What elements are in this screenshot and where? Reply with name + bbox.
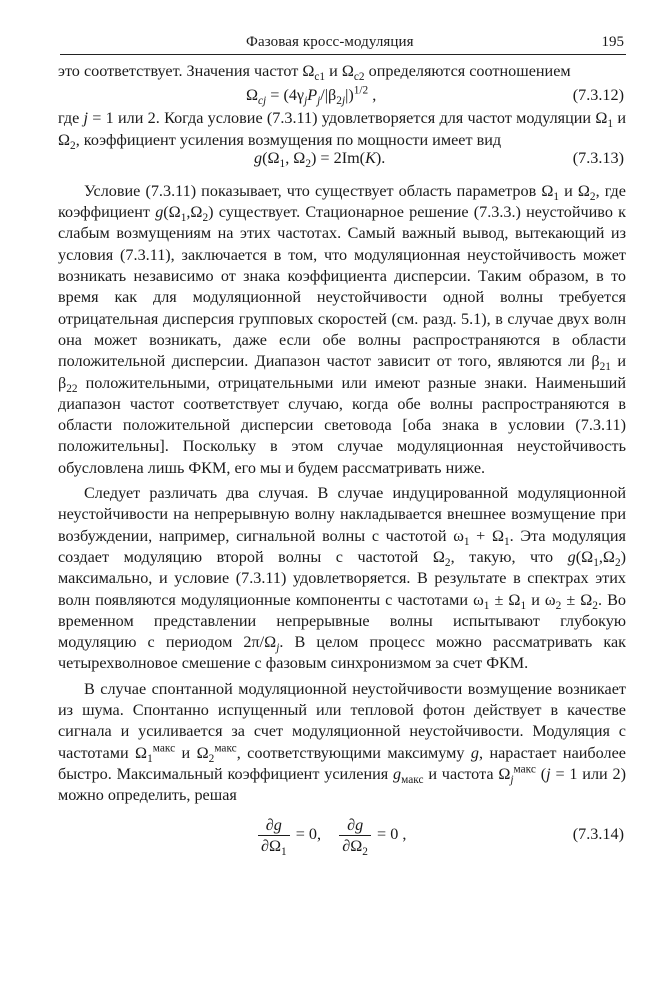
body-text (58, 61, 626, 867)
paragraph-1: это соответствует. Значения частот $\Omega_{c1}$ и $\Omega_{c2}$ определяются соотношением (58, 62, 571, 84)
equation-7-3-13: $g(\Omega_1$, $\Omega_2) = 2Im(K)$. (7.3.13) (58, 145, 626, 171)
equation-7-3-12: $\Omega_{cj} = (4\gamma_jP_j/|\beta_{2j}|)^{1/2}$ , (7.3.12) (58, 82, 626, 108)
equation-number: (7.3.12) (572, 86, 624, 105)
paragraph-2: где j = 1 или 2. Когда условие (7.3.11) удовлетворяется для частот модуляции $\Omega_1$ и $\Omega_2$, коэффициент усиления возмущения по мощности имеет вид (58, 109, 626, 152)
page-number: 195 (601, 34, 624, 50)
paragraph-3: Условие (7.3.11) показывает, что существует область параметров $\Omega_1$ и $\Omega_2$, где коэффициент $g(\Omega_1,\Omega_2)$ существует. Стационарное решение (7.3.3.) неустойчиво к слабым возмущениям на этих частотах. Самый важный вывод, вытекающий из условия (7.3.11), заключается в том, что модуляционная неустойчивость может возникать независимо от знака коэффициента дисперсии. Таким образом, в то время как для модуляционной неустойчивости одной волны требуется отрицательная дисперсия групповых скоростей (см. разд. 5.1), в случае двух волн она может возникать, даже если обе волны распространяются в области положительной дисперсии. Диапазон частот зависит от того, являются ли $\beta_{21}$ и $\beta_{22}$ положительными, отрицательными или имеют разные знаки. Наименьший диапазон частот соответствует случаю, когда обе волны распространяются в области положительной дисперсии световода [оба знака в условии (7.3.11) положительны]. Поскольку в этом случае модуляционная неустойчивость обусловлена лишь ФКМ, его мы и будем рассматривать ниже. (58, 181, 626, 477)
equation-number: (7.3.13) (572, 148, 624, 167)
running-title: Фазовая кросс-модуляция (246, 34, 414, 50)
paragraph-4: Следует различать два случая. В случае индуцированной модуляционной неустойчивости на непрерывную волну накладывается внешнее возмущение при возбуждении, например, сигнальной волны с частотой $\omega_1 + \Omega_1$. Эта модуляция создает модуляцию второй волны с частотой $\Omega_2$, такую, что $g(\Omega_1,\Omega_2)$ максимально, и условие (7.3.11) удовлетворяется. В результате в спектрах этих волн появляются модуляционные компоненты с частотами $\omega_1 \pm \Omega_1$ и $\omega_2 \pm \Omega_2$. Во временном представлении непрерывные волны испытывают глубокую модуляцию с периодом $2\pi/\Omega_j$. В целом процесс можно рассматривать как четырехволновое смешение с фазовым синхронизмом за счет ФКМ. (58, 484, 626, 673)
running-head (60, 34, 626, 55)
equation-7-3-14: $\frac{\partial g}{\partial\Omega_1}$ = 0, $\frac{\partial g}{\partial\Omega_2}$ = 0 , (7.3.14) (58, 807, 626, 867)
paragraph-5: В случае спонтанной модуляционной неустойчивости возмущение возникает из шума. Спонтанно испущенный или тепловой фотон действует в качестве сигнала и усиливается за счет модуляционной неустойчивости. Модуляция с частотами $\Omega_1^{макс}$ и $\Omega_2^{макс}$, соответствующими максимуму g, нарастает наиболее быстро. Максимальный коэффициент усиления $g_{макс}$ и частота $\Omega_j^{макс}$ (j = 1 или 2) можно определить, решая (58, 679, 627, 805)
equation-number: (7.3.14) (572, 824, 624, 843)
